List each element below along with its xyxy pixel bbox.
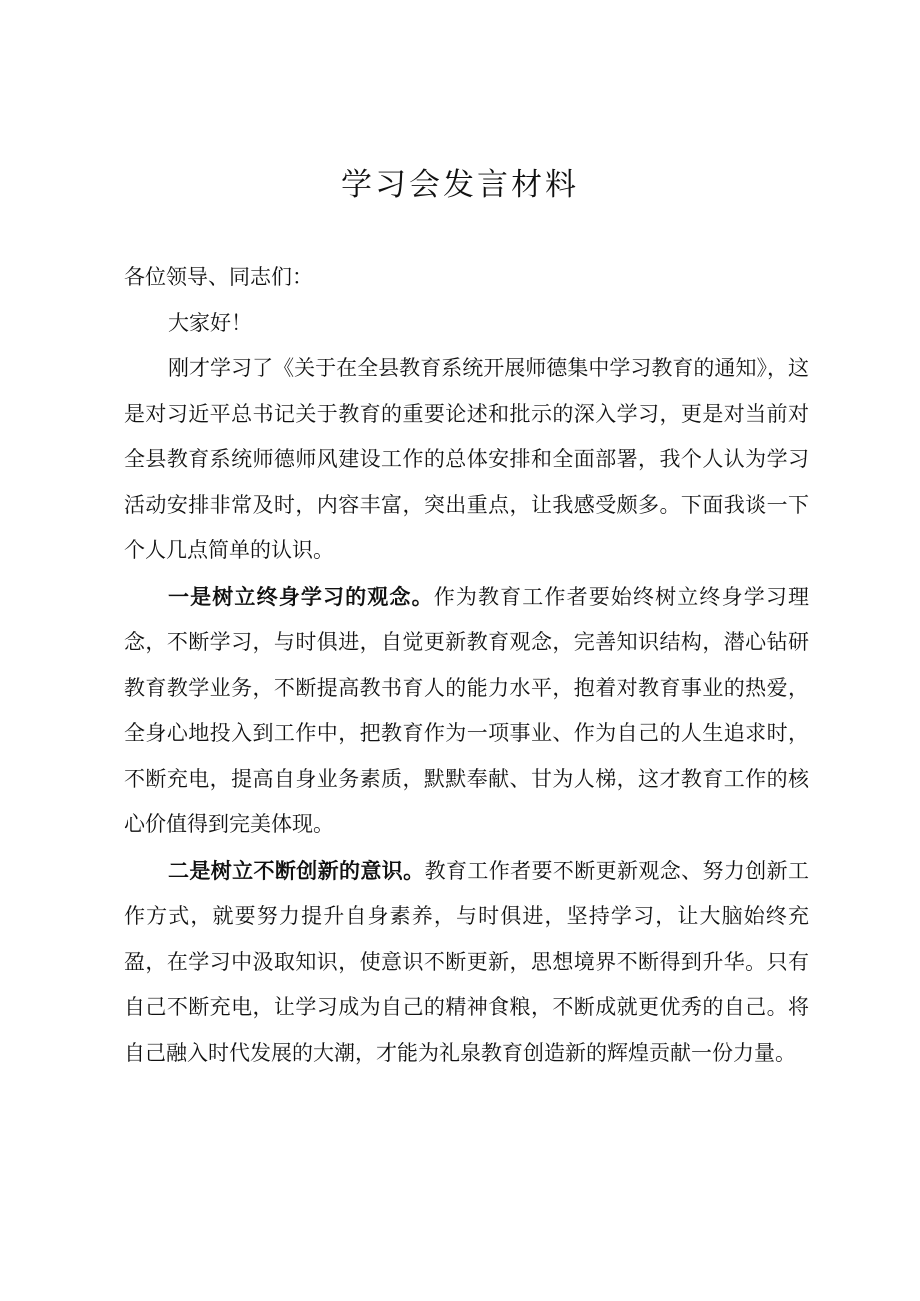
intro-paragraph: 刚才学习了《关于在全县教育系统开展师德集中学习教育的通知》，这是对习近平总书记关于教育的重要论述和批示的深入学习，更是对当前对全县教育系统师德师风建设工作的总体安排和全面部署，我个人认为学习活动安排非常及时，内容丰富，突出重点，让我感受颇多。下面我谈一下个人几点简单的认识。	[124, 356, 809, 562]
document-body	[124, 255, 809, 1076]
greeting: 大家好！	[168, 310, 252, 335]
section-text-1: 作为教育工作者要始终树立终身学习理念，不断学习，与时俱进，自觉更新教育观念，完善知识结构，潜心钻研教育教学业务，不断提高教书育人的能力水平，抱着对教育事业的热爱，全身心地投入到工作中，把教育作为一项事业、作为自己的人生追求时，不断充电，提高自身业务素质，默默奉献、甘为人梯，这才教育工作的核心价值得到完美体现。	[124, 584, 810, 836]
document-title: 学习会发言材料	[341, 167, 579, 203]
section-text-2: 教育工作者要不断更新观念、努力创新工作方式，就要努力提升自身素养，与时俱进，坚持学习，让大脑始终充盈，在学习中汲取知识，使意识不断更新，思想境界不断得到升华。只有自己不断充电，让学习成为自己的精神食粮，不断成就更优秀的自己。将自己融入时代发展的大潮，才能为礼泉教育创造新的辉煌贡献一份力量。	[124, 858, 810, 1065]
section-paragraph-2	[124, 848, 809, 1077]
section-paragraph-1	[124, 574, 809, 848]
section-heading-2: 二是树立不断创新的意识。	[168, 857, 425, 883]
salutation: 各位领导、同志们：	[124, 265, 313, 289]
section-heading-1: 一是树立终身学习的观念。	[168, 583, 434, 609]
